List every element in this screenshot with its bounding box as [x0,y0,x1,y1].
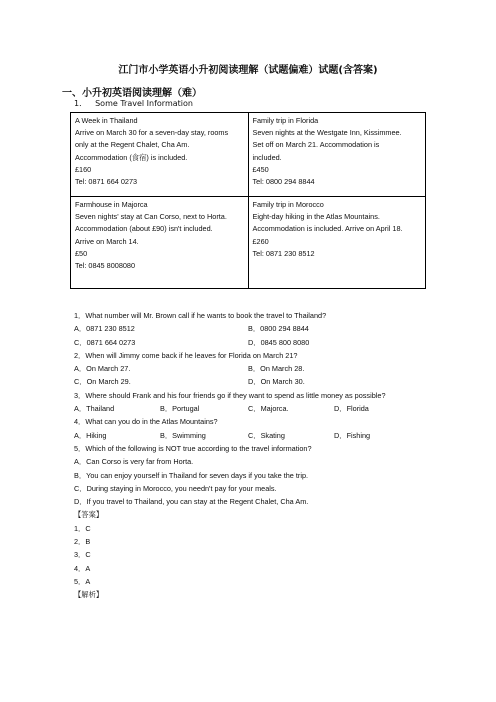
subsection-label: Some Travel Information [95,99,193,108]
answer-option: A．Can Corso is very far from Horta. [74,457,194,467]
answer-option: A．0871 230 8512 [74,324,135,334]
question-text: 4．What can you do in the Atlas Mountains? [74,417,218,427]
answer-option: A．On March 27. [74,364,131,374]
options-row [74,322,434,335]
table-cell-line: Tel: 0800 294 8844 [252,177,315,187]
section-heading: 一、小升初英语阅读理解（难） [62,88,202,99]
answer-option: D．Fishing [334,430,371,440]
table-cell-line: Tel: 0871 664 0273 [75,177,138,187]
questions-block [74,309,434,602]
answer-option: A．Thailand [74,404,115,414]
answer-option: D．On March 30. [248,377,305,387]
table-cell-line: £50 [75,248,88,258]
answer-item: 4．A [74,563,91,573]
table-cell-line: included. [252,152,282,162]
answer-heading: 【答案】 [74,510,104,520]
subsection-heading [74,98,193,109]
question-text: 2．When will Jimmy come back if he leaves for Florida on March 21? [74,350,298,360]
table-cell-line: Family trip in Florida [252,116,319,125]
table-cell-line: Accommodation is included. Arrive on April 18. [252,224,403,234]
options-row [74,336,434,349]
table-cell-line: Farmhouse in Majorca [75,200,148,209]
cell-thailand [71,113,249,197]
table-cell-line: £160 [75,164,92,174]
options-row [74,402,434,415]
answer-option: C．0871 664 0273 [74,337,136,347]
table-cell-line: Eight-day hiking in the Atlas Mountains. [252,212,380,222]
answer-option: C．On March 29. [74,377,131,387]
answer-item: 1．C [74,523,91,533]
answer-option: B．You can enjoy yourself in Thailand for seven days if you take the trip. [74,470,309,480]
answer-option: B．On March 28. [248,364,305,374]
answer-item: 5．A [74,576,91,586]
table-row [71,197,426,289]
table-cell-line: Arrive on March 14. [75,236,139,246]
table-cell-line: Tel: 0871 230 8512 [252,248,315,258]
table-row [71,113,426,197]
options-row [74,482,434,495]
options-row [74,469,434,482]
answer-option: C．Skating [248,430,285,440]
answer-option: D．0845 800 8080 [248,337,310,347]
options-row [74,375,434,388]
cell-florida [248,113,426,197]
table-cell-line: £260 [252,236,269,246]
document-title: 江门市小学英语小升初阅读理解（试题偏难）试题(含答案) [118,65,378,76]
question-text: 5．Which of the following is NOT true according to the travel information? [74,443,312,453]
analysis-heading: 【解析】 [74,590,104,600]
question-text: 1．What number will Mr. Brown call if he wants to book the travel to Thailand? [74,311,327,320]
answer-item: 2．B [74,537,91,547]
table-cell-line: Set off on March 21. Accommodation is [252,140,380,150]
table-cell-line: only at the Regent Chalet, Cha Am. [75,140,190,150]
table-cell-line: Accommodation (食宿) is included. [75,152,188,162]
answer-option: B．Portugal [160,404,200,414]
subsection-number: 1． [74,99,88,108]
table-cell-line: Accommodation (about £90) isn't included. [75,224,213,234]
table-cell-line: Seven nights' stay at Can Corso, next to Horta. [75,212,227,222]
cell-majorca [71,197,249,289]
table-cell-line: Seven nights at the Westgate Inn, Kissimmee. [252,128,402,138]
options-row [74,429,434,442]
table-cell-line: £450 [252,164,269,174]
travel-info-table [70,112,426,289]
answer-option: D．If you travel to Thailand, you can stay at the Regent Chalet, Cha Am. [74,497,309,507]
table-cell-line: Family trip in Morocco [252,200,324,209]
answer-option: C．During staying in Morocco, you needn't pay for your meals. [74,483,277,493]
options-row [74,455,434,468]
table-cell-line: Tel: 0845 8008080 [75,261,136,271]
answer-option: B．Swimming [160,430,206,440]
question-text: 3．Where should Frank and his four friends go if they want to spend as little money as possible? [74,390,386,400]
options-row [74,362,434,375]
cell-morocco [248,197,426,289]
table-cell-line: Arrive on March 30 for a seven-day stay, rooms [75,128,229,138]
answer-option: A．Hiking [74,430,107,440]
options-row [74,495,434,508]
table-cell-line: A Week in Thailand [75,116,138,125]
answer-option: B．0800 294 8844 [248,324,309,334]
answer-option: C．Majorca. [248,404,289,414]
answer-option: D．Florida [334,404,369,414]
answer-item: 3．C [74,550,91,560]
